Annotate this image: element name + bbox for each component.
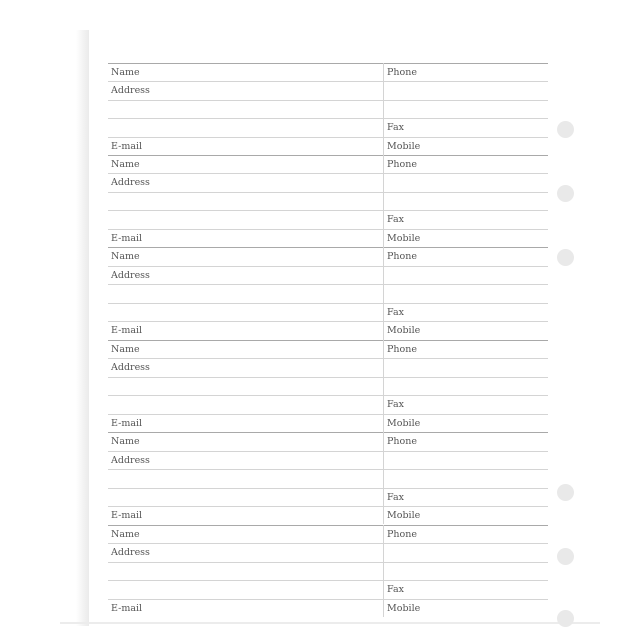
name-label: Name [111, 528, 140, 540]
punch-hole [557, 121, 574, 138]
phone-label: Phone [387, 251, 417, 263]
address-label: Address [111, 177, 150, 189]
entry-top-rule [108, 432, 548, 433]
email-label: E-mail [111, 232, 143, 244]
punch-hole [557, 484, 574, 501]
email-label: E-mail [111, 602, 143, 614]
address-label: Address [111, 362, 150, 374]
mobile-label: Mobile [387, 417, 421, 429]
entry-rule [108, 118, 548, 119]
entry-rule [108, 210, 548, 211]
entry-rule [108, 173, 548, 174]
fax-label: Fax [387, 491, 404, 503]
phone-label: Phone [387, 66, 417, 78]
entry-rule [108, 562, 548, 563]
entry-rule [108, 284, 548, 285]
address-label: Address [111, 85, 150, 96]
mobile-label: Mobile [387, 602, 421, 614]
mobile-label: Mobile [387, 325, 421, 337]
email-label: E-mail [111, 417, 143, 429]
page-binding-edge [76, 30, 90, 626]
entry-rule [108, 229, 548, 230]
contact-entry [108, 63, 548, 155]
name-label: Name [111, 158, 140, 170]
punch-hole [557, 610, 574, 627]
entry-top-rule [108, 340, 548, 341]
entry-rule [108, 137, 548, 138]
entry-top-rule [108, 63, 548, 64]
email-label: E-mail [111, 140, 143, 152]
fax-label: Fax [387, 584, 404, 595]
name-label: Name [111, 66, 140, 78]
column-divider [383, 525, 384, 617]
column-divider [383, 340, 384, 432]
punch-hole [557, 548, 574, 565]
address-label: Address [111, 269, 150, 281]
entry-top-rule [108, 525, 548, 526]
contact-entry [108, 525, 548, 617]
contact-entry [108, 340, 548, 432]
contact-entry [108, 155, 548, 247]
entry-rule [108, 488, 548, 489]
entry-rule [108, 81, 548, 82]
entry-rule [108, 377, 548, 378]
phone-label: Phone [387, 528, 417, 540]
entry-rule [108, 266, 548, 267]
mobile-label: Mobile [387, 140, 421, 152]
entry-rule [108, 321, 548, 322]
contact-entry [108, 432, 548, 524]
fax-label: Fax [387, 399, 404, 411]
punch-hole [557, 185, 574, 202]
entry-rule [108, 358, 548, 359]
column-divider [383, 247, 384, 339]
entry-rule [108, 469, 548, 470]
address-label: Address [111, 547, 150, 558]
fax-label: Fax [387, 122, 404, 133]
entry-top-rule [108, 155, 548, 156]
name-label: Name [111, 436, 140, 448]
entry-rule [108, 395, 548, 396]
phone-label: Phone [387, 436, 417, 448]
entry-rule [108, 543, 548, 544]
page-bottom-edge [60, 622, 600, 624]
fax-label: Fax [387, 214, 404, 226]
entry-rule [108, 303, 548, 304]
column-divider [383, 155, 384, 247]
email-label: E-mail [111, 510, 143, 522]
mobile-label: Mobile [387, 232, 421, 244]
contact-entry [108, 247, 548, 339]
entry-rule [108, 100, 548, 101]
phone-label: Phone [387, 158, 417, 170]
entry-rule [108, 192, 548, 193]
entry-top-rule [108, 247, 548, 248]
name-label: Name [111, 251, 140, 263]
column-divider [383, 63, 384, 155]
phone-label: Phone [387, 343, 417, 355]
email-label: E-mail [111, 325, 143, 337]
column-divider [383, 432, 384, 524]
entry-rule [108, 599, 548, 600]
entry-rule [108, 506, 548, 507]
entry-rule [108, 451, 548, 452]
address-label: Address [111, 454, 150, 466]
fax-label: Fax [387, 306, 404, 318]
punch-hole [557, 249, 574, 266]
entry-rule [108, 580, 548, 581]
mobile-label: Mobile [387, 510, 421, 522]
entry-rule [108, 414, 548, 415]
name-label: Name [111, 343, 140, 355]
